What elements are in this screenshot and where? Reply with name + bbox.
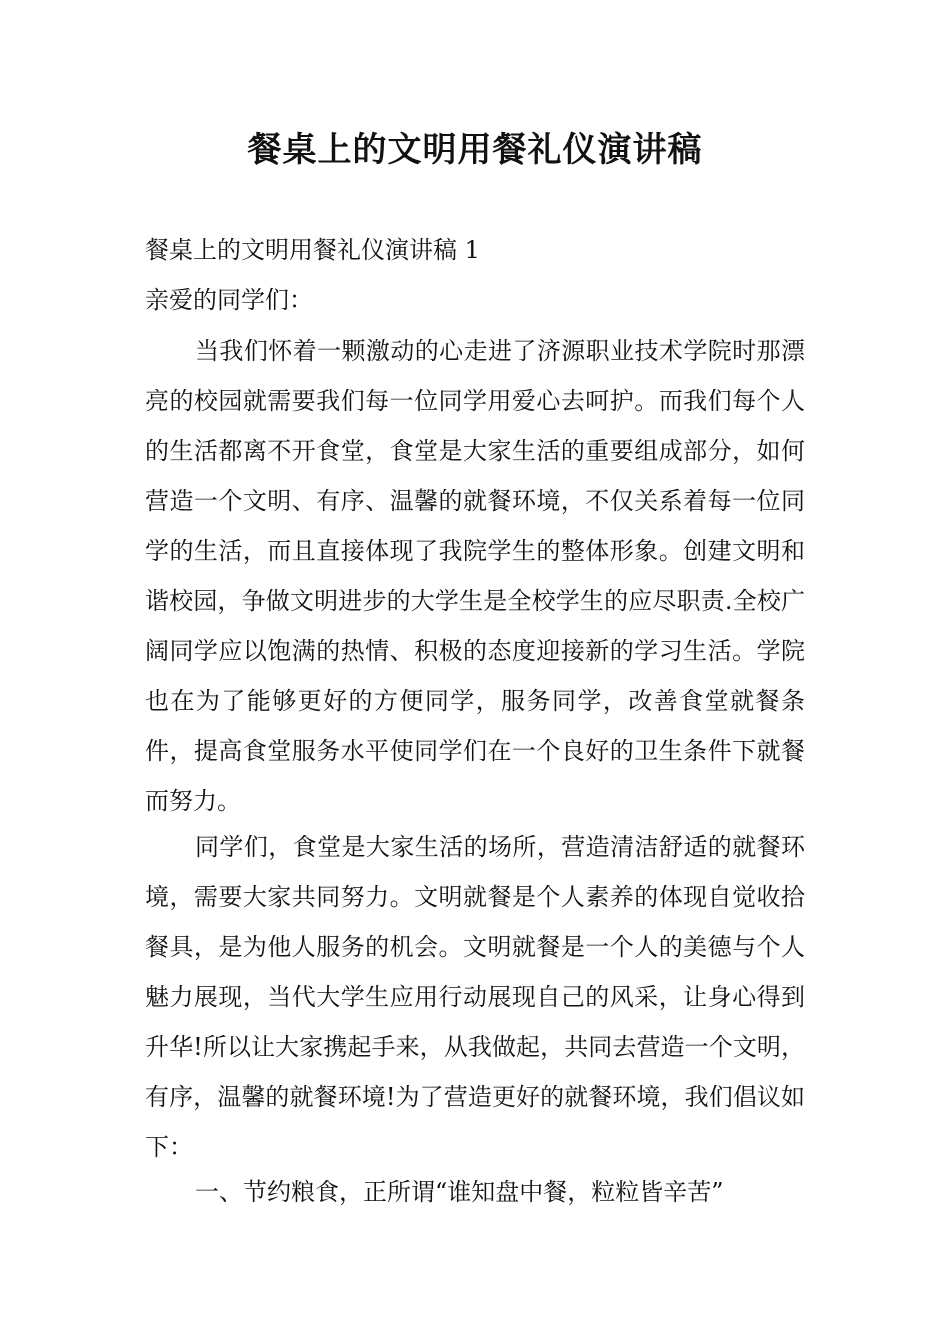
greeting-line: 亲爱的同学们： <box>145 286 313 314</box>
body-paragraph-3: 一、节约粮食，正所谓“谁知盘中餐，粒粒皆辛苦” <box>195 1178 724 1206</box>
body-paragraph-2: 同学们，食堂是大家生活的场所，营造清洁舒适的就餐环境，需要大家共同努力。文明就餐是个人素养的体现自觉收拾餐具，是为他人服务的机会。文明就餐是一个人的美德与个人魅力展现，当代大学生应用行动展现自己的风采，让身心得到升华!所以让大家携起手来，从我做起，共同去营造一个文明，有序，温馨的就餐环境!为了营造更好的就餐环境，我们倡议如下： <box>145 833 805 1161</box>
section-heading: 餐桌上的文明用餐礼仪演讲稿 1 <box>145 236 480 264</box>
document-title: 餐桌上的文明用餐礼仪演讲稿 <box>247 130 703 170</box>
body-paragraph-1: 当我们怀着一颗激动的心走进了济源职业技术学院时那漂亮的校园就需要我们每一位同学用爱心去呵护。而我们每个人的生活都离不开食堂，食堂是大家生活的重要组成部分，如何营造一个文明、有序、温馨的就餐环境，不仅关系着每一位同学的生活，而且直接体现了我院学生的整体形象。创建文明和谐校园，争做文明进步的大学生是全校学生的应尽职责.全校广阔同学应以饱满的热情、积极的态度迎接新的学习生活。学院也在为了能够更好的方便同学，服务同学，改善食堂就餐条件，提高食堂服务水平使同学们在一个良好的卫生条件下就餐而努力。 <box>145 337 805 815</box>
